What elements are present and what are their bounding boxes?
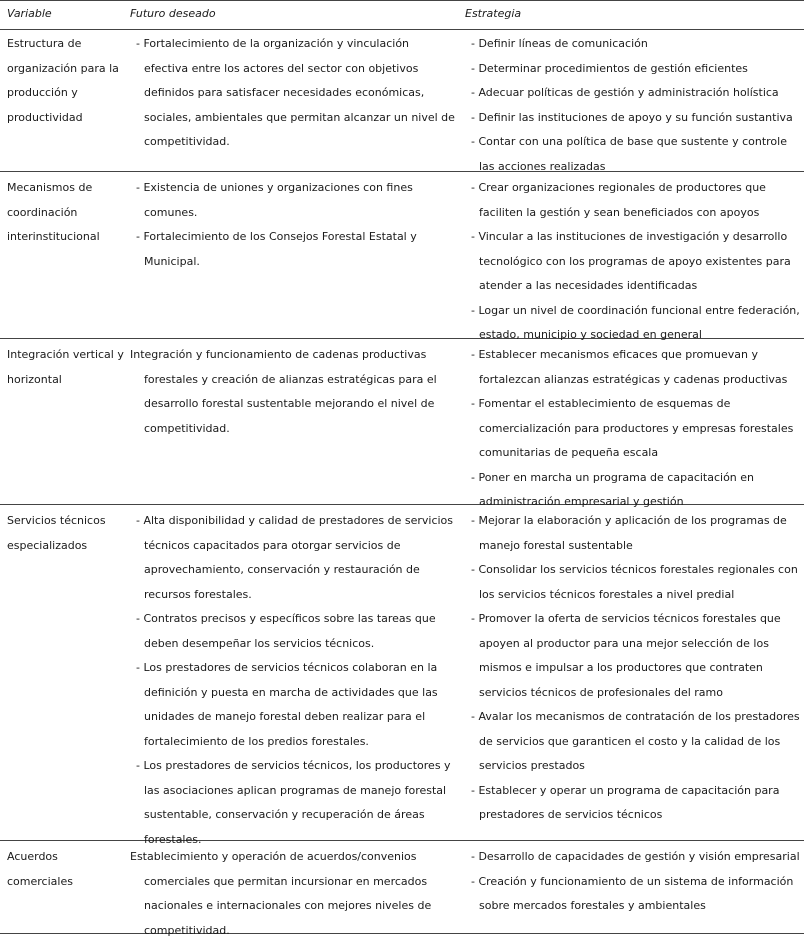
- futuro-item: - Fortalecimiento de los Consejos Forestal Estatal y Municipal.: [136, 230, 417, 268]
- futuro-item: - Alta disponibilidad y calidad de prestadores de servicios técnicos capacitados para otorgar servicios de aprovechamiento, conservación y restauración de recursos forestales.: [136, 514, 454, 601]
- estrategia-item: - Vincular a las instituciones de investigación y desarrollo tecnológico con los programas de apoyo existentes para atender a las necesidades identificadas: [471, 230, 791, 292]
- table-row: [0, 339, 804, 508]
- estrategia-item: - Poner en marcha un programa de capacitación en administración empresarial y gestión: [471, 470, 755, 508]
- estrategia-item: - Logar un nivel de coordinación funcional entre federación, estado, municipio y sociedad en general: [471, 303, 800, 341]
- futuro-item: Establecimiento y operación de acuerdos/convenios comerciales que permitan incursionar en mercados nacionales e internacionales con mejores niveles de competitividad.: [130, 850, 432, 937]
- futuro-item: Integración y funcionamiento de cadenas productivas forestales y creación de alianzas estratégicas para el desarrollo forestal sustentable mejorando el nivel de competitividad.: [130, 348, 437, 435]
- estrategia-item: - Promover la oferta de servicios técnicos forestales que apoyen al productor para una mejor selección de los mismos e impulsar a los productores que contraten servicios técnicos de profesionales del ramo: [471, 612, 781, 699]
- table-row: [0, 841, 804, 937]
- futuro-item: - Los prestadores de servicios técnicos, los productores y las asociaciones aplican programas de manejo forestal sustentable, conservación y recuperación de áreas forestales.: [136, 759, 451, 846]
- cell-futuro: [130, 176, 455, 274]
- estrategia-item: - Definir líneas de comunicación: [471, 37, 648, 50]
- cell-variable: Estructura de organización para la producción y productividad: [7, 37, 119, 124]
- cell-estrategia: [465, 509, 802, 828]
- estrategia-item: - Desarrollo de capacidades de gestión y visión empresarial: [471, 850, 800, 863]
- cell-variable: Mecanismos de coordinación interinstitucional: [7, 181, 100, 243]
- estrategia-item: - Establecer mecanismos eficaces que promuevan y fortalezcan alianzas estratégicas y cadenas productivas: [471, 348, 788, 386]
- estrategia-item: - Avalar los mecanismos de contratación de los prestadores de servicios que garanticen el costo y la calidad de los servicios prestados: [471, 710, 800, 772]
- estrategia-item: - Contar con una política de base que sustente y controle las acciones realizadas: [471, 135, 787, 173]
- cell-estrategia: [465, 32, 802, 179]
- table-row: [0, 505, 804, 846]
- futuro-item: - Fortalecimiento de la organización y vinculación efectiva entre los actores del sector con objetivos definidos para satisfacer necesidades económicas, sociales, ambientales que permitan alcanzar un nivel de competitividad.: [136, 37, 455, 148]
- cell-futuro: [130, 32, 455, 155]
- cell-variable: Integración vertical y horizontal: [7, 348, 124, 386]
- header-estrategia: Estrategia: [465, 7, 522, 20]
- cell-futuro: [130, 509, 455, 852]
- estrategia-item: - Mejorar la elaboración y aplicación de los programas de manejo forestal sustentable: [471, 514, 787, 552]
- cell-estrategia: [465, 343, 802, 515]
- estrategia-item: - Fomentar el establecimiento de esquemas de comercialización para productores y empresas forestales comunitarias de pequeña escala: [471, 397, 794, 459]
- estrategia-item: - Adecuar políticas de gestión y administración holística: [471, 86, 779, 99]
- header-variable: Variable: [7, 7, 52, 20]
- futuro-item: - Contratos precisos y específicos sobre las tareas que deben desempeñar los servicios técnicos.: [136, 612, 436, 650]
- cell-variable: Acuerdos comerciales: [7, 850, 73, 888]
- table-row: [0, 172, 804, 339]
- futuro-item: - Existencia de uniones y organizaciones con fines comunes.: [136, 181, 413, 219]
- header-futuro-deseado: Futuro deseado: [130, 7, 216, 20]
- cell-estrategia: [465, 845, 802, 919]
- estrategia-item: - Creación y funcionamiento de un sistema de información sobre mercados forestales y ambientales: [471, 874, 794, 912]
- futuro-item: - Los prestadores de servicios técnicos colaboran en la definición y puesta en marcha de actividades que las unidades de manejo forestal deben realizar para el fortalecimiento de los predios forestales.: [136, 661, 438, 748]
- cell-variable: Servicios técnicos especializados: [7, 514, 106, 552]
- estrategia-item: - Definir las instituciones de apoyo y su función sustantiva: [471, 110, 793, 124]
- cell-futuro: [130, 845, 455, 943]
- cell-estrategia: [465, 176, 802, 348]
- table-header: [0, 0, 804, 30]
- estrategia-item: - Consolidar los servicios técnicos forestales regionales con los servicios técnicos forestales a nivel predial: [471, 563, 798, 601]
- estrategia-item: - Establecer y operar un programa de capacitación para prestadores de servicios técnicos: [471, 783, 780, 821]
- estrategia-item: - Determinar procedimientos de gestión eficientes: [471, 61, 748, 75]
- table-row: [0, 28, 804, 172]
- cell-futuro: [130, 343, 455, 441]
- estrategia-item: - Crear organizaciones regionales de productores que faciliten la gestión y sean beneficiados con apoyos: [471, 181, 766, 219]
